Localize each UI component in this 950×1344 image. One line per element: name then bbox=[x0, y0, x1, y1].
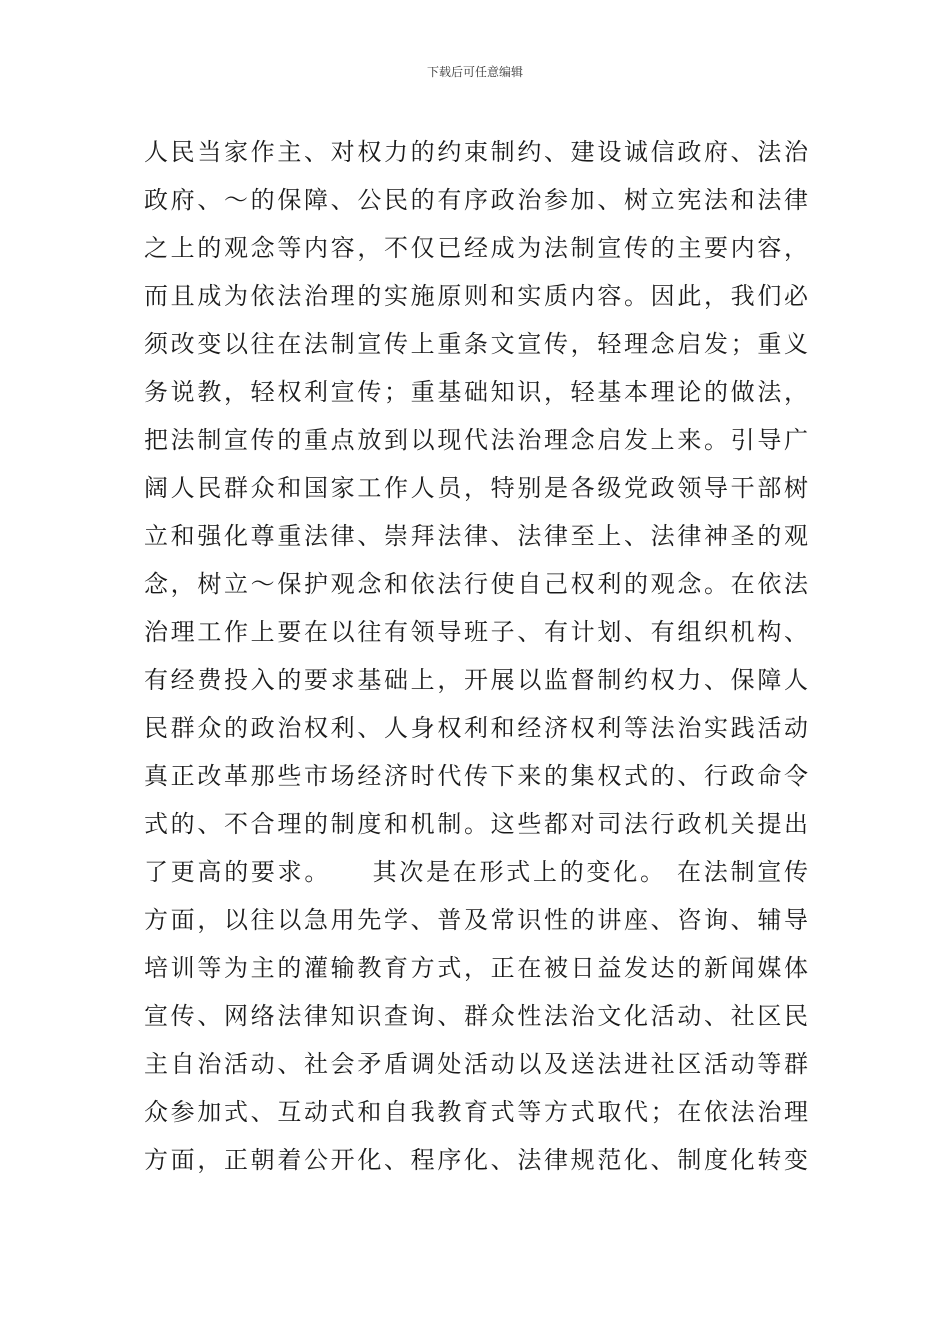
text-line: 人民当家作主、对权力的约束制约、建设诚信政府、法治 bbox=[144, 138, 808, 166]
text-line: 政府、～的保障、公民的有序政治参加、树立宪法和法律 bbox=[144, 186, 808, 214]
text-line: 把法制宣传的重点放到以现代法治理念启发上来。引导广 bbox=[144, 426, 808, 454]
text-line: 治理工作上要在以往有领导班子、有计划、有组织机构、 bbox=[144, 618, 808, 646]
text-line: 方面，以往以急用先学、普及常识性的讲座、咨询、辅导 bbox=[144, 906, 808, 934]
text-line: 有经费投入的要求基础上，开展以监督制约权力、保障人 bbox=[144, 666, 808, 694]
text-line: 培训等为主的灌输教育方式，正在被日益发达的新闻媒体 bbox=[144, 954, 808, 982]
text-line: 宣传、网络法律知识查询、群众性法治文化活动、社区民 bbox=[144, 1002, 808, 1030]
text-line: 之上的观念等内容，不仅已经成为法制宣传的主要内容， bbox=[144, 234, 808, 262]
text-line: 务说教，轻权利宣传；重基础知识，轻基本理论的做法， bbox=[144, 378, 808, 406]
page-header: 下载后可任意编辑 bbox=[426, 65, 523, 79]
text-line: 而且成为依法治理的实施原则和实质内容。因此，我们必 bbox=[144, 282, 808, 310]
text-line: 阔人民群众和国家工作人员，特别是各级党政领导干部树 bbox=[144, 474, 808, 502]
text-line: 立和强化尊重法律、崇拜法律、法律至上、法律神圣的观 bbox=[144, 522, 808, 550]
text-line: 念，树立～保护观念和依法行使自己权利的观念。在依法 bbox=[144, 570, 808, 598]
text-line: 主自治活动、社会矛盾调处活动以及送法进社区活动等群 bbox=[144, 1050, 808, 1078]
text-line: 式的、不合理的制度和机制。这些都对司法行政机关提出 bbox=[144, 810, 808, 838]
text-line: 众参加式、互动式和自我教育式等方式取代；在依法治理 bbox=[144, 1098, 808, 1126]
text-line: 方面，正朝着公开化、程序化、法律规范化、制度化转变 bbox=[144, 1146, 808, 1174]
text-line: 真正改革那些市场经济时代传下来的集权式的、行政命令 bbox=[144, 762, 808, 790]
text-line: 民群众的政治权利、人身权利和经济权利等法治实践活动 bbox=[144, 714, 808, 742]
body-text bbox=[144, 128, 808, 1184]
text-line: 了更高的要求。 其次是在形式上的变化。 在法制宣传 bbox=[144, 858, 808, 886]
text-line: 须改变以往在法制宣传上重条文宣传，轻理念启发；重义 bbox=[144, 330, 808, 358]
